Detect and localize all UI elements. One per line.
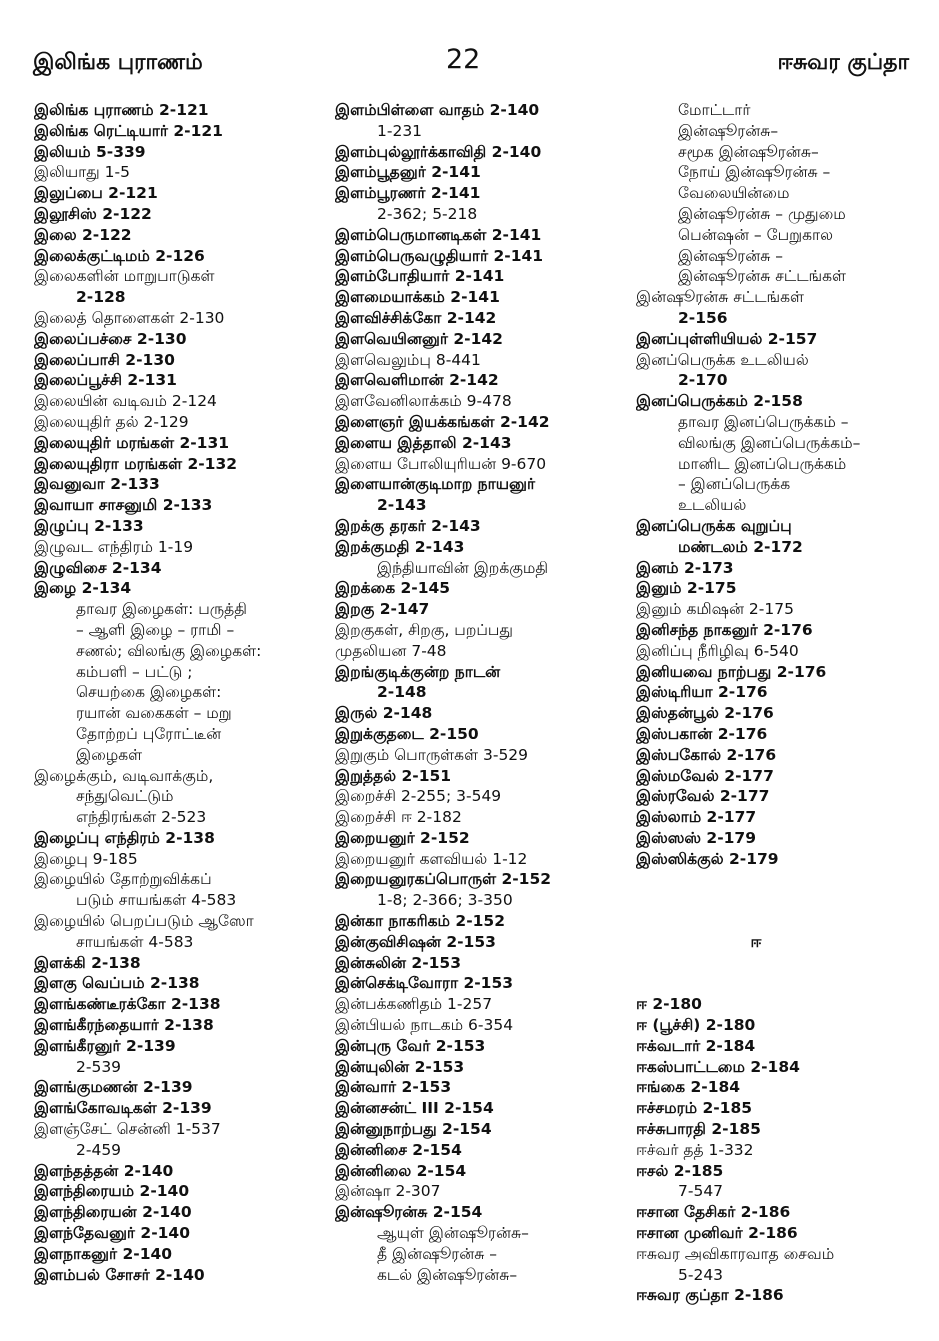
- index-entry: ஈசுவர அவிகாரவாத சைவம்: [636, 1244, 835, 1263]
- index-entry: இளந்திரையன் 2-140: [34, 1203, 192, 1222]
- index-entry: இஸ்பகோல் 2-176: [636, 745, 777, 764]
- index-entry: ஈகஸ்பாட்டமை 2-184: [636, 1057, 800, 1076]
- index-entry: இனிசந்த நாகனுர் 2-176: [636, 620, 813, 639]
- index-entry: தோற்றப் புரோட்டீன்: [76, 724, 222, 743]
- index-entry: இறகு 2-147: [335, 600, 430, 619]
- index-entry: இலைத் தொளைகள் 2-130: [34, 308, 225, 327]
- index-entry: இவாயா சாசனுமி 2-133: [34, 496, 213, 515]
- index-entry: இளமையாக்கம் 2-141: [335, 288, 500, 307]
- index-entry: இலைப்பச்சை 2-130: [34, 329, 187, 348]
- index-entry: இன்பக்கணிதம் 1-257: [335, 995, 493, 1014]
- index-entry: இளைய போலியுரியன் 9-670: [335, 454, 547, 473]
- page-number: 22: [446, 44, 481, 75]
- index-entry: இளஞ்சேட் சென்னி 1-537: [34, 1120, 221, 1139]
- index-entry: இஸ்மவேல் 2-177: [636, 766, 774, 785]
- index-entry: இறையனுரகப்பொருள் 2-152: [335, 870, 552, 889]
- index-entry: இழைகள்: [76, 745, 143, 764]
- index-entry: இளந்தத்தன் 2-140: [34, 1161, 174, 1180]
- index-entry: ஈச்சமரம் 2-185: [636, 1099, 753, 1118]
- index-entry: இலைக்குட்டிமம் 2-126: [34, 246, 205, 265]
- index-entry: கடல் இன்ஷூரன்சு–: [377, 1265, 518, 1284]
- index-entry: இளந்தேவனுர் 2-140: [34, 1224, 190, 1243]
- index-entry: இலையுதிர் தல் 2-129: [34, 412, 189, 431]
- blank-line: [636, 869, 936, 890]
- index-entry: இளங்கோவடிகள் 2-139: [34, 1099, 212, 1118]
- index-entry: இழை 2-134: [34, 579, 132, 598]
- header-left-title: இலிங்க புராணம்: [33, 50, 203, 75]
- index-entry: இளவேனிலாக்கம் 9-478: [335, 392, 512, 411]
- index-entry: 1-8; 2-366; 3-350: [377, 891, 513, 910]
- index-entry: ரயான் வகைகள் – மறு: [76, 704, 232, 723]
- page-header: [0, 44, 939, 88]
- index-entry: இறகுகள், சிறகு, பறப்பது: [335, 620, 513, 639]
- index-entry: இஸ்பகான் 2-176: [636, 724, 768, 743]
- index-entry: இன்ஷூரன்சு–: [678, 121, 779, 140]
- index-entry: இனும் கமிஷன் 2-175: [636, 600, 794, 619]
- blank-line: [636, 911, 936, 932]
- index-entry: படும் சாயங்கள் 4-583: [76, 891, 237, 910]
- index-entry: இளங்கண்டீரக்கோ 2-138: [34, 995, 221, 1014]
- index-entry: இஸ்ஸஸ் 2-179: [636, 828, 756, 847]
- index-entry: இலைப்பாசி 2-130: [34, 350, 175, 369]
- index-entry: 2-539: [76, 1057, 122, 1076]
- index-entry: 2-156: [678, 308, 728, 327]
- index-entry: இழையில் தோற்றுவிக்கப்: [34, 870, 212, 889]
- index-entry: இனிப்பு நீரிழிவு 6-540: [636, 641, 799, 660]
- index-entry: இளம்பெருமானடிகள் 2-141: [335, 225, 542, 244]
- index-entry: இளங்கீரந்தையார் 2-138: [34, 1016, 214, 1035]
- index-entry: இளவெளிமான் 2-142: [335, 371, 499, 390]
- index-entry: பென்ஷன் – பேறுகால: [678, 225, 833, 244]
- blank-line: [636, 973, 936, 994]
- index-entry: சாயங்கள் 4-583: [76, 932, 194, 951]
- index-entry: இலையுதிரா மரங்கள் 2-132: [34, 454, 238, 473]
- index-entry: இளையான்குடிமாற நாயனுர்: [335, 475, 536, 494]
- blank-line: [636, 890, 936, 911]
- index-entry: 2-128: [76, 288, 126, 307]
- index-entry: இன்யுலின் 2-153: [335, 1057, 465, 1076]
- index-entry: இளம்பூரணர் 2-141: [335, 184, 481, 203]
- index-entry: ஈச்வர் தத் 1-332: [636, 1140, 754, 1159]
- index-entry: ஈசான தேசிகர் 2-186: [636, 1203, 791, 1222]
- index-entry: இளம்பல் சோசர் 2-140: [34, 1265, 205, 1284]
- index-entry: இஸ்லாம் 2-177: [636, 808, 757, 827]
- index-entry: இழைக்கும், வடிவாக்கும்,: [34, 766, 214, 785]
- index-entry: ஈச்சுபாரதி 2-185: [636, 1120, 761, 1139]
- index-entry: தீ இன்ஷூரன்சு –: [377, 1244, 498, 1263]
- index-entry: இஸ்தன்பூல் 2-176: [636, 704, 774, 723]
- index-entry: இனப்பெருக்கம் 2-158: [636, 392, 803, 411]
- index-entry: இன்னுநாற்பது 2-154: [335, 1120, 492, 1139]
- index-entry: இன்ஷூரன்சு சட்டங்கள்: [636, 288, 805, 307]
- index-entry: இழைப்பு எந்திரம் 2-138: [34, 828, 215, 847]
- index-entry: இன்னசன்ட் III 2-154: [335, 1099, 494, 1118]
- index-entry: இன்கா நாகரிகம் 2-152: [335, 912, 505, 931]
- index-entry: இருல் 2-148: [335, 704, 433, 723]
- index-entry: இளவெலும்பு 8-441: [335, 350, 481, 369]
- index-entry: இன்குவிசிஷன் 2-153: [335, 932, 496, 951]
- index-column-3: [636, 100, 936, 1306]
- index-entry: இளங்குமணன் 2-139: [34, 1078, 193, 1097]
- index-entry: ஈசான முனிவர் 2-186: [636, 1224, 798, 1243]
- header-right-title: ஈசுவர குப்தா: [777, 50, 909, 75]
- index-entry: இன்ஷூரன்சு –: [678, 246, 784, 265]
- index-entry: இளக்கி 2-138: [34, 953, 141, 972]
- index-entry: மண்டலம் 2-172: [678, 537, 803, 556]
- index-entry: தாவர இனப்பெருக்கம் –: [678, 412, 849, 431]
- index-entry: 2-459: [76, 1140, 122, 1159]
- index-entry: 2-362; 5-218: [377, 204, 478, 223]
- index-entry: இனப்பெருக்க உடலியல்: [636, 350, 809, 369]
- index-entry: இளம்போதியார் 2-141: [335, 267, 505, 286]
- index-entry: இளைய இத்தாலி 2-143: [335, 433, 512, 452]
- index-entry: இஸ்ரவேல் 2-177: [636, 787, 770, 806]
- index-entry: சமூக இன்ஷூரன்சு–: [678, 142, 819, 161]
- index-entry: இந்தியாவின் இறக்குமதி: [377, 558, 549, 577]
- index-entry: – ஆளி இழை – ராமி –: [76, 620, 235, 639]
- index-entry: இளகு வெப்பம் 2-138: [34, 974, 200, 993]
- index-entry: இறையனுர் களவியல் 1-12: [335, 849, 528, 868]
- index-entry: இலையுதிர் மரங்கள் 2-131: [34, 433, 230, 452]
- index-entry: இனும் 2-175: [636, 579, 737, 598]
- index-entry: இழுப்பு 2-133: [34, 516, 144, 535]
- index-entry: உடலியல்: [678, 496, 747, 515]
- index-entry: இளவிச்சிக்கோ 2-142: [335, 308, 497, 327]
- index-entry: இழுவட எந்திரம் 1-19: [34, 537, 194, 556]
- index-entry: இறுக்குதடை 2-150: [335, 724, 479, 743]
- index-entry: ஆயுள் இன்ஷூரன்சு–: [377, 1224, 529, 1243]
- index-entry: – இனப்பெருக்க: [678, 475, 791, 494]
- index-entry: 5-243: [678, 1265, 724, 1284]
- index-entry: ஈங்கை 2-184: [636, 1078, 741, 1097]
- index-entry: ஈ (பூச்சி) 2-180: [636, 1016, 756, 1035]
- index-entry: ஈசுவர குப்தா 2-186: [636, 1286, 784, 1305]
- index-entry: இன்னிலை 2-154: [335, 1161, 467, 1180]
- index-entry: இறுத்தல் 2-151: [335, 766, 452, 785]
- index-column-2: [335, 100, 635, 1285]
- index-entry: எந்திரங்கள் 2-523: [76, 808, 207, 827]
- index-entry: சந்துவெட்டும்: [76, 787, 174, 806]
- index-entry: இலியாது 1-5: [34, 163, 130, 182]
- index-entry: 2-170: [678, 371, 728, 390]
- index-entry: இன்ஷூரன்சு சட்டங்கள்: [678, 267, 847, 286]
- index-entry: இறங்குடிக்குன்ற நாடன்: [335, 662, 501, 681]
- index-entry: இவனுவா 2-133: [34, 475, 160, 494]
- index-entry: இன்வார் 2-153: [335, 1078, 452, 1097]
- index-entry: இழைபு 9-185: [34, 849, 138, 868]
- index-entry: மானிட இனப்பெருக்கம்: [678, 454, 847, 473]
- index-entry: இழையில் பெறப்படும் ஆஸோ: [34, 912, 254, 931]
- index-entry: விலங்கு இனப்பெருக்கம்–: [678, 433, 861, 452]
- index-entry: வேலையின்மை: [678, 184, 790, 203]
- index-entry: ஈ 2-180: [636, 995, 702, 1014]
- index-entry: இலை 2-122: [34, 225, 132, 244]
- index-entry: இன்ஷூரன்சு – முதுமை: [678, 204, 846, 223]
- index-column-1: [34, 100, 324, 1285]
- index-entry: இன்சுலின் 2-153: [335, 953, 462, 972]
- index-entry: முதலியன 7-48: [335, 641, 447, 660]
- index-entry: இலிங்க ரெட்டியார் 2-121: [34, 121, 223, 140]
- index-entry: இறையனுர் 2-152: [335, 828, 470, 847]
- index-entry: ஈசல் 2-185: [636, 1161, 724, 1180]
- index-entry: இலைப்பூச்சி 2-131: [34, 371, 177, 390]
- index-entry: இளம்பெருவழுதியார் 2-141: [335, 246, 544, 265]
- index-entry: இளைஞர் இயக்கங்கள் 2-142: [335, 412, 550, 431]
- index-entry: ஈக்வடார் 2-184: [636, 1036, 756, 1055]
- index-entry: இனப்புள்ளியியல் 2-157: [636, 329, 818, 348]
- index-entry: 2-148: [377, 683, 427, 702]
- index-entry: இழுவிசை 2-134: [34, 558, 162, 577]
- index-entry: 2-143: [377, 496, 427, 515]
- index-entry: இலைகளின் மாறுபாடுகள்: [34, 267, 215, 286]
- index-entry: இஸ்ஸிக்குல் 2-179: [636, 849, 779, 868]
- index-entry: தாவர இழைகள்: பருத்தி: [76, 600, 247, 619]
- index-entry: செயற்கை இழைகள்:: [76, 683, 222, 702]
- index-entry: இஸ்டிரியா 2-176: [636, 683, 768, 702]
- index-entry: கம்பளி – பட்டு ;: [76, 662, 193, 681]
- index-entry: இலையின் வடிவம் 2-124: [34, 392, 217, 411]
- index-entry: இறுகும் பொருள்கள் 3-529: [335, 745, 529, 764]
- index-entry: இலுப்பை 2-121: [34, 184, 158, 203]
- index-entry: இன்னிசை 2-154: [335, 1140, 462, 1159]
- index-entry: சணல்; விலங்கு இழைகள்:: [76, 641, 262, 660]
- index-entry: இன்புரு வேர் 2-153: [335, 1036, 486, 1055]
- index-entry: ஈ: [750, 932, 762, 951]
- index-entry: இலிங்க புராணம் 2-121: [34, 101, 209, 119]
- index-entry: இனம் 2-173: [636, 558, 734, 577]
- index-entry: இலூசிஸ் 2-122: [34, 204, 152, 223]
- index-entry: இலியம் 5-339: [34, 142, 146, 161]
- index-entry: இளம்பூதனுர் 2-141: [335, 163, 481, 182]
- index-entry: இளநாகனுர் 2-140: [34, 1244, 173, 1263]
- index-entry: நோய் இன்ஷூரன்சு –: [678, 163, 831, 182]
- index-entry: இளம்புல்லூர்க்காவிதி 2-140: [335, 142, 542, 161]
- index-entry: இளம்பிள்ளை வாதம் 2-140: [335, 101, 540, 119]
- index-entry: மோட்டார்: [678, 101, 751, 119]
- index-entry: இறைச்சி ஈ 2-182: [335, 808, 462, 827]
- index-entry: இறைச்சி 2-255; 3-549: [335, 787, 502, 806]
- index-entry: 7-547: [678, 1182, 724, 1201]
- index-entry: இன்பியல் நாடகம் 6-354: [335, 1016, 514, 1035]
- index-entry: இளங்கீரனுர் 2-139: [34, 1036, 176, 1055]
- index-entry: இளவெயினனுர் 2-142: [335, 329, 503, 348]
- index-entry: இன்ஷா 2-307: [335, 1182, 441, 1201]
- index-entry: இறக்கு தரகர் 2-143: [335, 516, 481, 535]
- index-entry: 1-231: [377, 121, 423, 140]
- blank-line: [636, 953, 936, 974]
- index-entry: இன்ஷூரன்சு 2-154: [335, 1203, 483, 1222]
- index-entry: இறக்கை 2-145: [335, 579, 451, 598]
- index-entry: இனப்பெருக்க வுறுப்பு: [636, 516, 792, 535]
- index-entry: இளந்திரையம் 2-140: [34, 1182, 190, 1201]
- index-entry: இறக்குமதி 2-143: [335, 537, 465, 556]
- index-entry: இன்செக்டிவோரா 2-153: [335, 974, 514, 993]
- index-entry: இனியவை நாற்பது 2-176: [636, 662, 827, 681]
